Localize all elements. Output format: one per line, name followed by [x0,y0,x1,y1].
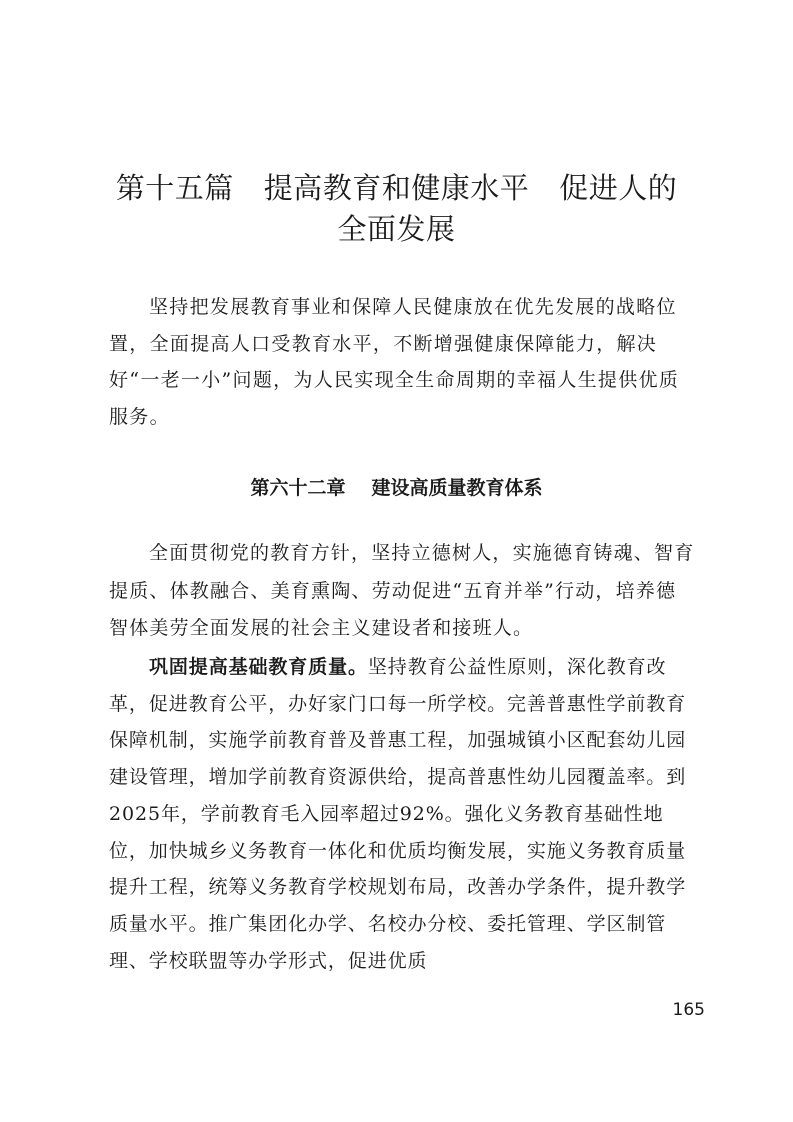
paragraph-body: 坚持教育公益性原则，深化教育改革，促进教育公平，办好家门口每一所学校。完善普惠性学前教育保障机制，实施学前教育普及普惠工程，加强城镇小区配套幼儿园建设管理，增加学前教育资源供给，提高普惠性幼儿园覆盖率。到2025年，学前教育毛入园率超过92%。强化义务教育基础性地位，加快城乡义务教育一体化和优质均衡发展，实施义务教育质量提升工程，统筹义务教育学校规划布局，改善办学条件，提升教学质量水平。推广集团化办学、名校办分校、委托管理、学区制管理、学校联盟等办学形式，促进优质 [109,656,687,972]
body-paragraph-1: 全面贯彻党的教育方针，坚持立德树人，实施德育铸魂、智育提质、体教融合、美育熏陶、劳动促进“五育并举”行动，培养德智体美劳全面发展的社会主义建设者和接班人。 [109,542,695,639]
chapter-title: 建设高质量教育体系 [371,477,543,499]
part-title-main: 提高教育和健康水平 [263,171,530,205]
chapter-number: 第六十二章 [250,477,346,499]
intro-paragraph: 坚持把发展教育事业和保障人民健康放在优先发展的战略位置，全面提高人口受教育水平，不断增强健康保障能力，解决好“一老一小”问题，为人民实现全生命周期的幸福人生提供优质服务。 [109,296,680,429]
part-title-line2: 全面发展 [337,212,456,246]
chapter-heading [60,472,733,504]
part-title-cont: 促进人的 [559,171,678,205]
paragraph-lead: 巩固提高基础教育质量。 [149,656,368,678]
body-paragraph-2 [109,649,695,979]
part-title-line1 [60,168,733,209]
part-title [60,168,733,250]
part-number: 第十五篇 [115,171,234,205]
page-number: 165 [672,1000,705,1020]
